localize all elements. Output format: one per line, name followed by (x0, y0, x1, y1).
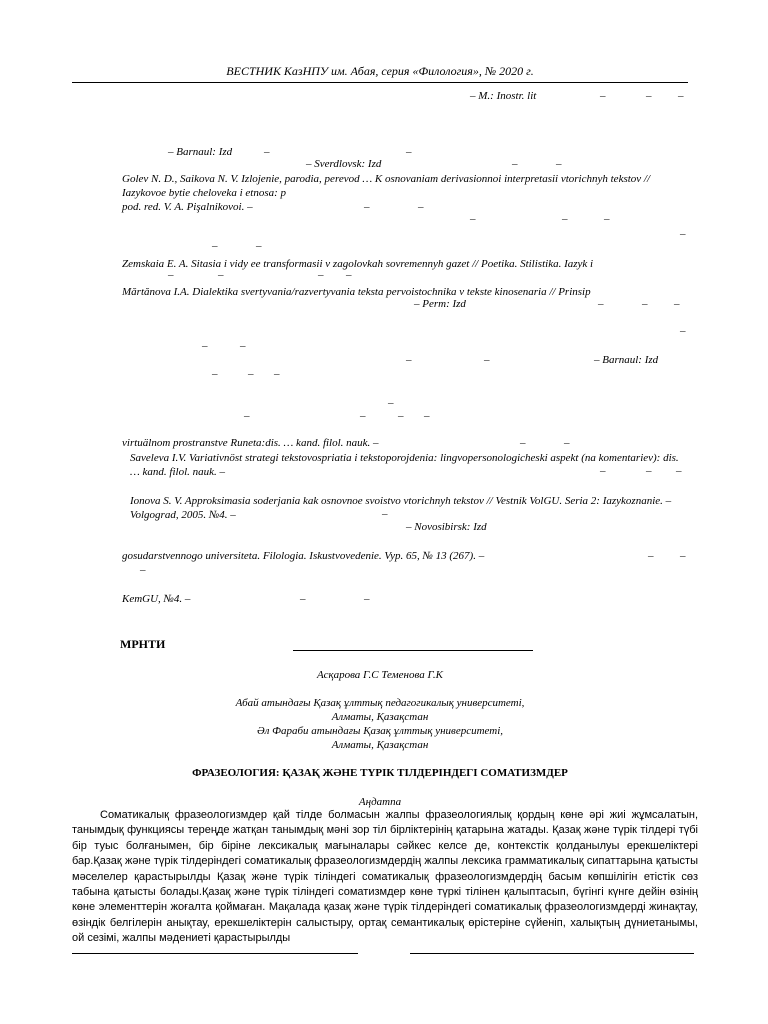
ref-martanova: Mărtănova I.A. Dialektika svertyvania/razvertyvania teksta pervoistochnika v tekste kinosenaria // Prinsip (122, 286, 591, 298)
dash: – (364, 201, 370, 213)
dash: – (564, 437, 570, 449)
ref-fragment-3: – Sverdlovsk: Izd (306, 158, 382, 170)
dash: – (300, 593, 306, 605)
dash: – (676, 465, 682, 477)
article-title: ФРАЗЕОЛОГИЯ: ҚАЗАҚ ЖӘНЕ ТҮРІК ТІЛДЕРІНДЕГІ СОМАТИЗМДЕР (192, 767, 568, 779)
ref-fragment-5: pod. red. V. A. Pişalnikovoi. – (122, 201, 253, 213)
dash: – (418, 201, 424, 213)
dash: – (598, 298, 604, 310)
dash: – (256, 240, 262, 252)
ref-golev: Golev N. D., Saikova N. V. Izlojenie, parodia, perevod … K osnovaniam derivasionnoi interpretasii vtorichnyh tekstov // Iazykovoe bytie cheloveka i etnosa: p (122, 173, 651, 199)
dash: – (680, 550, 686, 562)
ref-fragment-10: virtuälnom prostranstve Runeta:dis. … kand. filol. nauk. – (122, 437, 379, 449)
dash: – (470, 213, 476, 225)
ref-fragment-9: – Barnaul: Izd (594, 354, 659, 366)
dash: – (406, 354, 412, 366)
affiliation-city-1: Алматы, Қазақстан (331, 711, 429, 723)
dash: – (360, 410, 366, 422)
dash: – (168, 269, 174, 281)
dash: – (678, 90, 684, 102)
dash: – (346, 269, 352, 281)
dash: – (680, 228, 686, 240)
ref-fragment-15: KemGU, №4. – (122, 593, 191, 605)
dash: – (556, 158, 562, 170)
dash: – (140, 564, 146, 576)
dash: – (274, 368, 280, 380)
dash: – (218, 269, 224, 281)
dash: – (398, 410, 404, 422)
dash: – (484, 354, 490, 366)
ref-fragment-1: – M.: Inostr. lit (470, 90, 537, 102)
dash: – (648, 550, 654, 562)
mrnti-underline (293, 650, 533, 651)
ref-fragment-8: – Perm: Izd (414, 298, 466, 310)
running-header: ВЕСТНИК КазНПУ им. Абая, серия «Филология», № 2020 г. (72, 64, 688, 83)
affiliation-2: Әл Фараби атындағы Қазақ ұлттық университеті, (256, 725, 504, 737)
dash: – (604, 213, 610, 225)
dash: – (562, 213, 568, 225)
dash: – (512, 158, 518, 170)
dash: – (424, 410, 430, 422)
footer-line-left (72, 953, 358, 954)
abstract-text: Соматикалық фразеологизмдер қай тілде болмасын жалпы фразеологиялық қордың көне әрі жиі жұмсалатын, танымдық функциясы тереңде жатқан танымдық мәні зор тіл бірліктерінің қатарына жатады. Қазақ және түрік тілдері түбі бір туыс болғанымен, бір біріне лексикалық мағыналары сәйкес келсе де, контекстік қолданылуы ерекшеліктері бар.Қазақ және түрік тілдеріндегі соматикалық фразеологизмдердің жалпы лексика грамматикалық сипаттарына қатысты мәселелер қарастырылды Қазақ және түрік тіліндегі соматикалық фразеологизмдердің басым көпшілігін етістік сөз табына қатысты болады.Қазақ және түрік тіліндегі соматизмдер көне түркі тілінен қалыптасып, бүгінгі күнге дейін өзінің көне элементтерін жоғалта қоймаған. Мақалада қазақ және түрік тілдеріндегі соматикалық фразеологизмдерді жинақтау, өзіндік белгілерін анықтау, ерекшеліктерін салыстыру, ортақ семантикалық өрістеріне сүйеніп, халықтың дүниетанымы, ой сезімі, жалпы мәдениеті қарастырылды (72, 809, 698, 945)
ref-fragment-14: gosudarstvennogo universiteta. Filologia. Iskustvovedenie. Vyp. 65, № 13 (267). – (122, 550, 485, 562)
ref-fragment-13: – Novosibirsk: Izd (406, 521, 487, 533)
dash: – (244, 410, 250, 422)
mrnti-label: МРНТИ (120, 637, 166, 651)
dash: – (600, 465, 606, 477)
abstract-heading: Аңдатпа (358, 796, 402, 808)
dash: – (600, 90, 606, 102)
dash: – (212, 240, 218, 252)
dash: – (240, 340, 246, 352)
dash: – (212, 368, 218, 380)
dash: – (674, 298, 680, 310)
dash: – (202, 340, 208, 352)
ref-saveleva: Saveleva I.V. Variativnöst strategi tekstovospriatia i tekstoporojdenia: lingvopersonologicheski aspekt (na komentariev): dis. … kand. filol. nauk. – (130, 452, 679, 478)
footer-line-right (410, 953, 694, 954)
dash: – (382, 508, 388, 520)
dash: – (388, 397, 394, 409)
ref-fragment-2: – Barnaul: Izd (168, 146, 233, 158)
dash: – (646, 465, 652, 477)
affiliation-city-2: Алматы, Қазақстан (331, 739, 429, 751)
dash: – (646, 90, 652, 102)
dash: – (642, 298, 648, 310)
ref-ionova: Ionova S. V. Approksimasia soderjania kak osnovnoe svoistvo vtorichnyh tekstov // Vestnik VolGU. Seria 2: Iazykoznanie. – Volgograd, 2005. №4. – (130, 495, 672, 521)
dash: – (248, 368, 254, 380)
dash: – (406, 146, 412, 158)
dash: – (680, 325, 686, 337)
dash: – (318, 269, 324, 281)
dash: – (364, 593, 370, 605)
dash: – (520, 437, 526, 449)
ref-zemskaia: Zemskaia E. A. Sitasia i vidy ee transformasii v zagolovkah sovremennyh gazet // Poetika. Stilistika. Iazyk i (122, 258, 594, 270)
affiliation-1: Абай атындағы Қазақ ұлттық педагогикалық университеті, (235, 697, 525, 709)
dash: – (264, 146, 270, 158)
authors: Асқарова Г.С Теменова Г.К (317, 669, 443, 681)
